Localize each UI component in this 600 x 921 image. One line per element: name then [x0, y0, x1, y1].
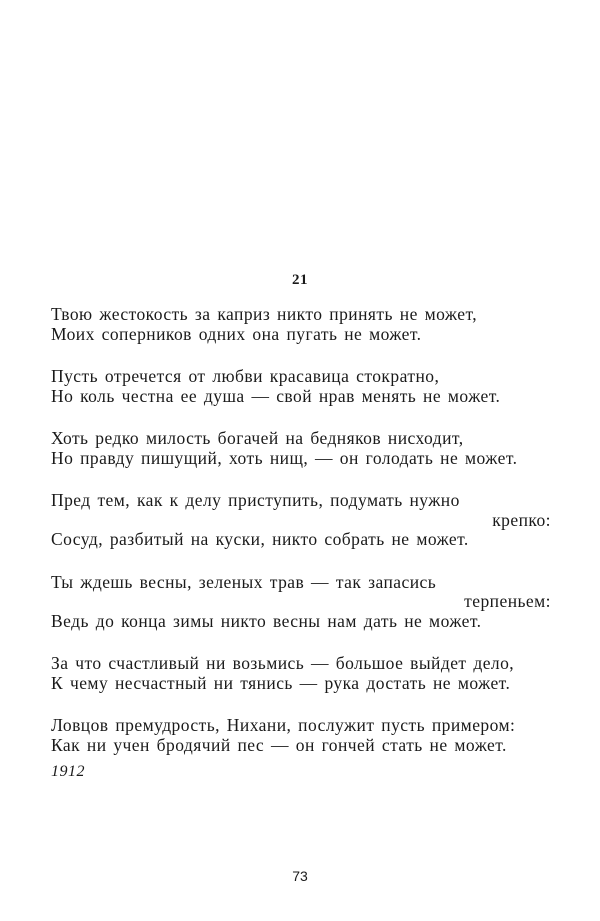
stanza-7	[51, 716, 551, 755]
poem-number: 21	[292, 272, 308, 288]
verse-line: Хоть редко милость богачей на бедняков нисходит,	[51, 428, 464, 448]
verse-line: Моих соперников одних она пугать не может.	[51, 323, 422, 344]
poem-body	[51, 305, 551, 778]
stanza-4	[51, 491, 551, 550]
verse-line: Но правду пишущий, хоть нищ, — он голодать не может.	[51, 447, 518, 468]
verse-line-overflow: крепко:	[492, 509, 551, 530]
verse-line: Как ни учен бродячий пес — он гончей стать не может.	[51, 734, 507, 755]
stanza-3	[51, 429, 551, 468]
verse-line: Ведь до конца зимы никто весны нам дать не может.	[51, 610, 482, 631]
stanza-6	[51, 654, 551, 693]
verse-line: Твою жестокость за каприз никто принять не может,	[51, 304, 478, 324]
verse-line: Сосуд, разбитый на куски, никто собрать не может.	[51, 529, 469, 549]
stanza-2	[51, 367, 551, 406]
verse-line-overflow: терпеньем:	[464, 591, 551, 611]
verse-line: Пусть отречется от любви красавица стократно,	[51, 366, 440, 386]
verse-line: Пред тем, как к делу приступить, подумать нужно	[51, 490, 460, 510]
stanza-5	[51, 573, 551, 632]
verse-line: Ты ждешь весны, зеленых трав — так запасись	[51, 571, 437, 592]
verse-line: Но коль честна ее душа — свой нрав менять не может.	[51, 385, 501, 406]
poem-year: 1912	[51, 763, 85, 780]
verse-line: За что счастливый ни возьмись — большое выйдет дело,	[51, 653, 515, 673]
verse-line: К чему несчастный ни тянись — рука достать не может.	[51, 672, 511, 693]
stanza-1	[51, 305, 551, 344]
page-number: 73	[292, 868, 308, 884]
verse-line: Ловцов премудрость, Нихани, послужит пусть примером:	[51, 715, 516, 735]
